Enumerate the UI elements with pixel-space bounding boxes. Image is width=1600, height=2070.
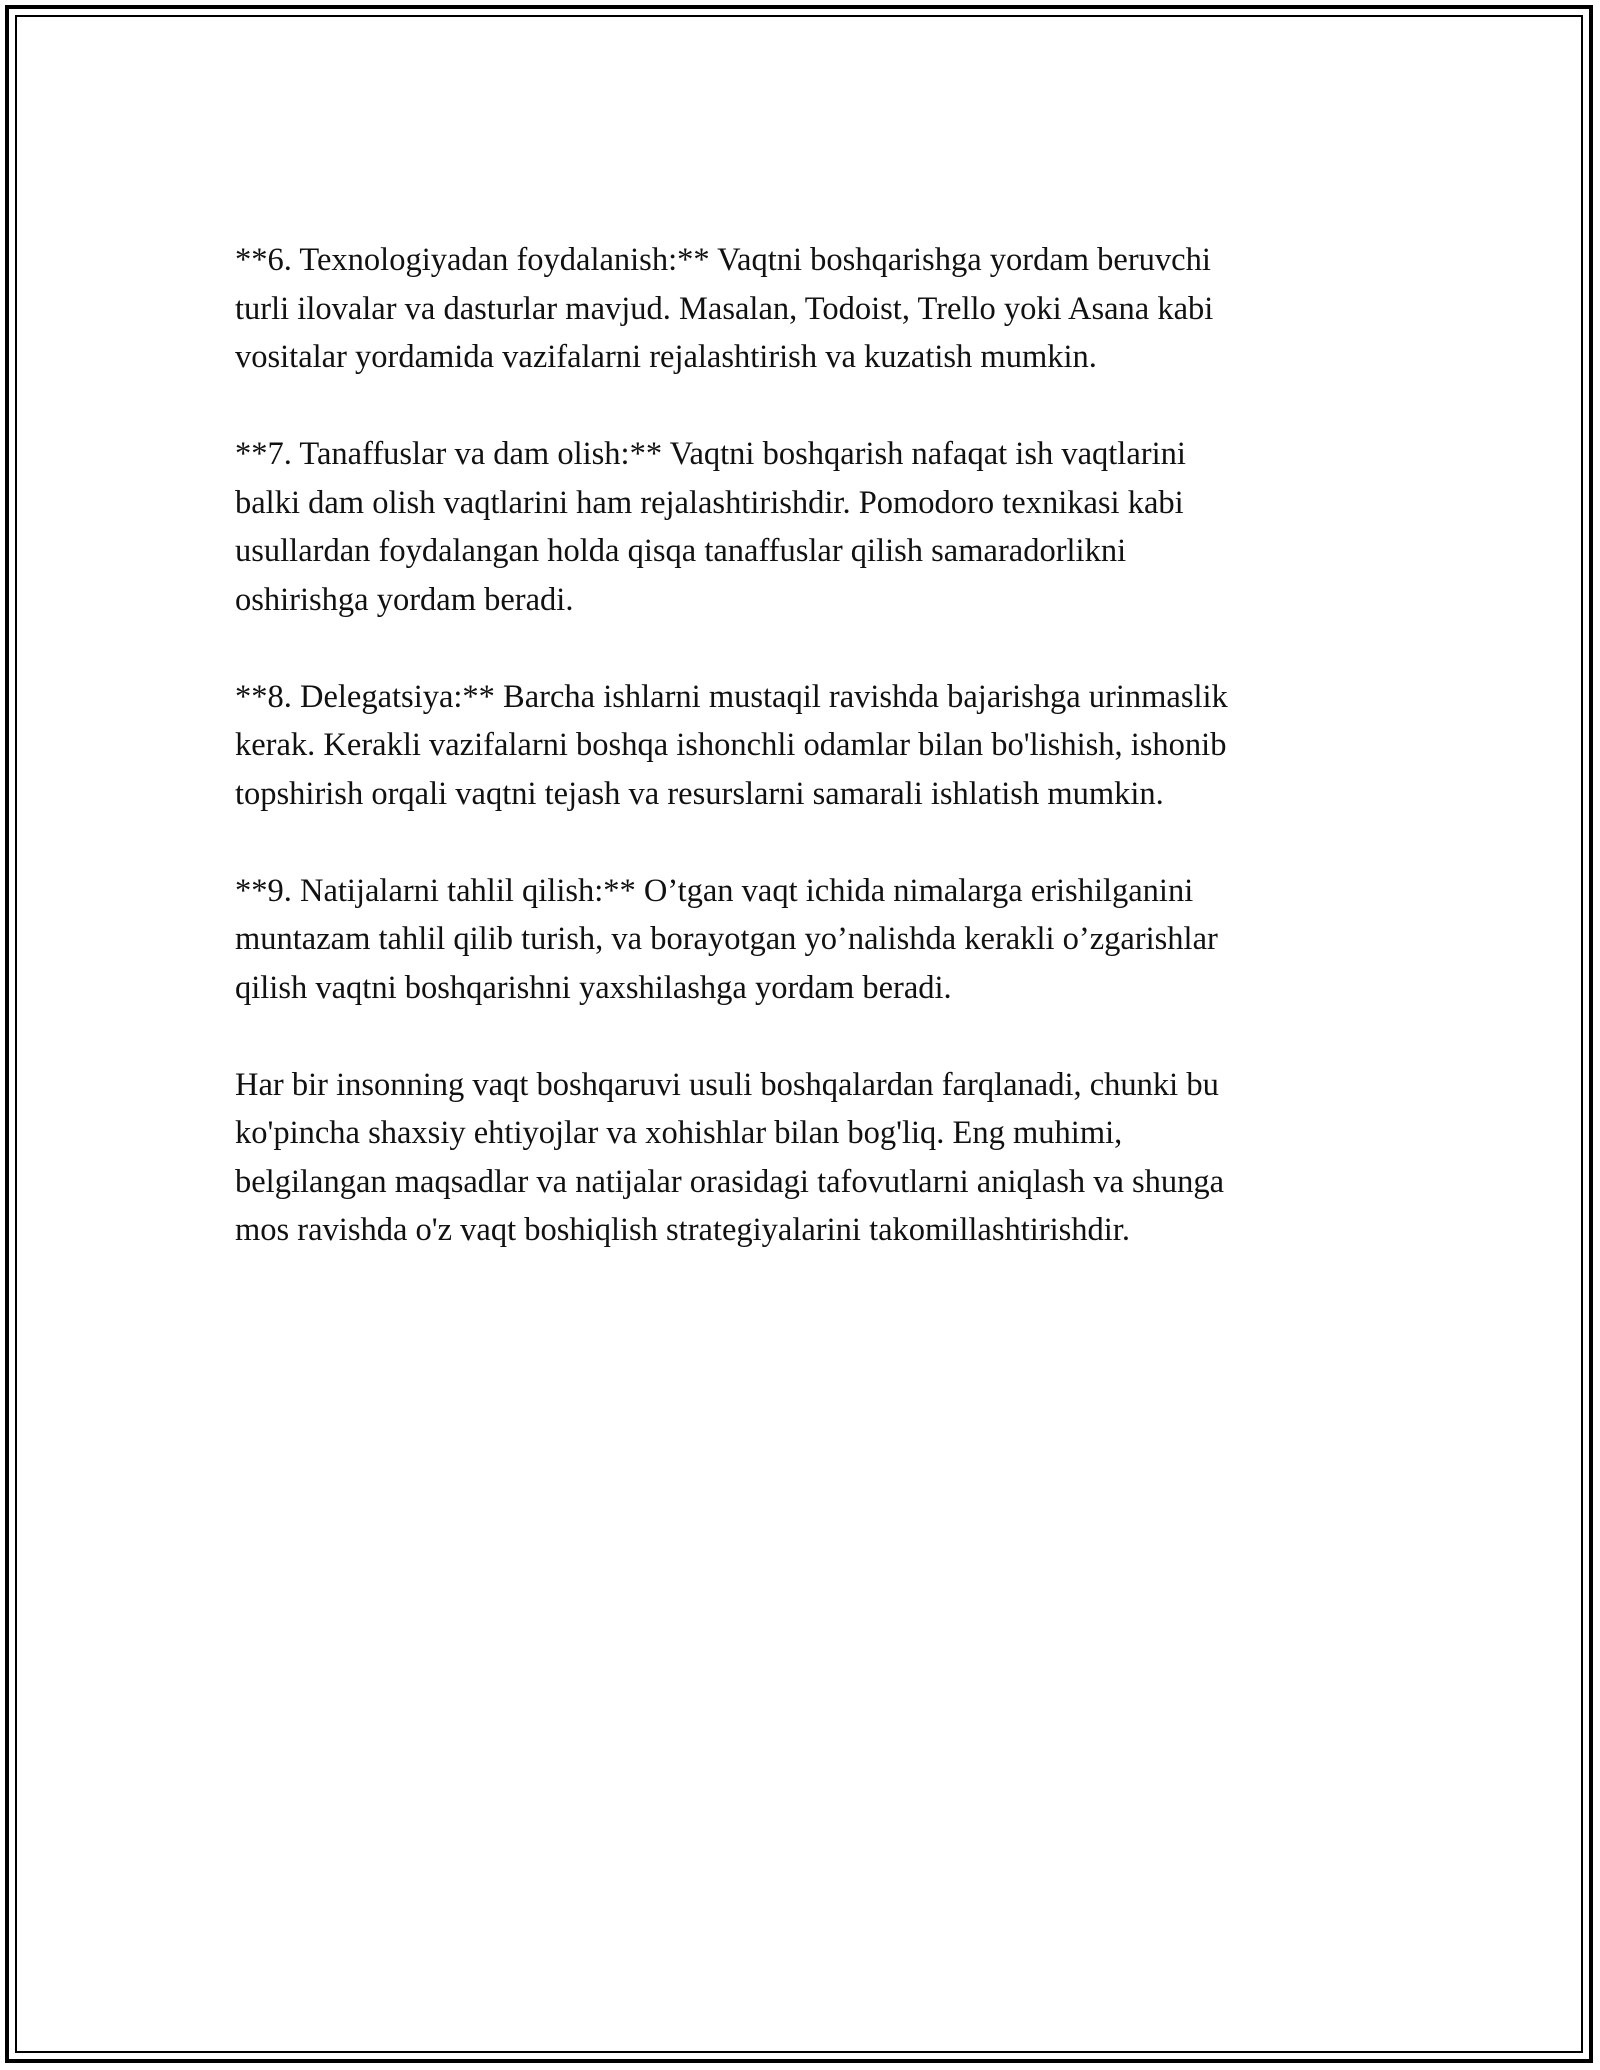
paragraph-breaks-rest: **7. Tanaffuslar va dam olish:** Vaqtni boshqarish nafaqat ish vaqtlarini balki dam olish vaqtlarini ham rejalashtirishdir. Pomodoro texnikasi kabi usullardan foydalangan holda qisqa tanaffuslar qilish samaradorlikni oshirishga yordam beradi. xyxy=(235,436,1186,618)
paragraph-results-analysis: **9. Natijalarni tahlil qilish:** O’tgan vaqt ichida nimalarga erishilganini muntazam tahlil qilib turish, va borayotgan yo’nalishda kerakli o’zgarishlar qilish vaqtni boshqarishni yaxshilashga yordam beradi. xyxy=(235,872,1218,1006)
document-body xyxy=(235,236,1355,1303)
paragraph-conclusion: Har bir insonning vaqt boshqaruvi usuli boshqalardan farqlanadi, chunki bu ko'pincha shaxsiy ehtiyojlar va xohishlar bilan bog'liq. Eng muhimi, belgilangan maqsadlar va natijalar orasidagi tafovutlarni aniqlash va shunga mos ravishda o'z vaqt boshiqlish strategiyalarini takomillashtirishdir. xyxy=(235,1066,1225,1248)
paragraph-technology: **6. Texnologiyadan foydalanish:** Vaqtni boshqarishga yordam beruvchi turli ilovalar va dasturlar mavjud. Masalan, Todoist, Trello yoki Asana kabi vositalar yordamida vazifalarni rejalashtirish va kuzatish mumkin. xyxy=(235,242,1214,375)
paragraph-delegation: **8. Delegatsiya:** Barcha ishlarni mustaqil ravishda bajarishga urinmaslik kerak. Kerakli vazifalarni boshqa ishonchli odamlar bilan bo'lishish, ishonib topshirish orqali vaqtni tejash va resurslarni samarali ishlatish mumkin. xyxy=(235,678,1228,812)
